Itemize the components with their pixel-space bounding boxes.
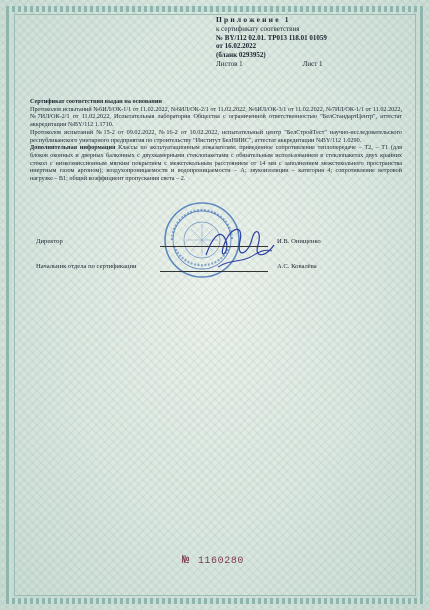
additional-info-text: Классы по эксплуатационным показателям: приведенное сопротивление теплопередаче – Т2, – Т1 (для блоков оконных и дверных балконных с двухкамерными стеклопакетами с обязательным использованием в стеклопакетах двух крайних стекол с низкоэмиссионным мягким покрытием с межстекольным расстоянием от 14 мм с заполнением межстекольного пространства инертным газом аргоном); воздухопроницаемости и водопроницаемости – А; звукоизоляции – категория 4; сопротивление ветровой нагрузке – В1; общий коэффициент пропускания света – 2.: [30, 144, 403, 183]
head-of-certification-name: А.С. Ковалёва: [277, 263, 317, 270]
annex-subtitle: к сертификату соответствия: [216, 24, 300, 33]
head-of-certification-label: Начальник отдела по сертификации: [36, 263, 137, 270]
sheets-row: [216, 60, 416, 69]
annex-title: Приложение 1: [216, 15, 291, 24]
form-number: (бланк 0293952): [216, 51, 266, 60]
director-label: Директор: [36, 238, 63, 245]
serial-value: 1160280: [197, 556, 245, 567]
director-signature-line: [160, 246, 268, 247]
annex-header: [216, 16, 416, 69]
annex-body: [30, 98, 402, 183]
handwritten-signature: [200, 215, 280, 275]
director-name: И.В. Онищенко: [277, 238, 321, 245]
head-signature-line: [160, 271, 268, 272]
sheet-number: Лист 1: [302, 59, 323, 68]
blank-serial-number: [182, 553, 244, 567]
certificate-number: № BY/112 02.01. ТР013 118.01 01059: [216, 33, 327, 42]
protocols-paragraph-1: Протоколов испытаний №6ИЛ/ОК-1/1 от 11.02.2022, №6ИЛ/ОК-2/1 от 11.02.2022, №6ИЛ/ОК-3/1 от 11.02.2022, №7ИЛ/ОК-1/1 от 11.02.2022, №7ИЛ/ОК-2/1 от 11.02.2022, Испытательная лаборатория Общества с ограниченной ответственностью "БелСтандартЦентр", аттестат аккредитации №BY/112 1.1710.: [30, 105, 402, 129]
number-sign: №: [182, 553, 190, 567]
additional-info-label: Дополнительная информация: [30, 144, 116, 152]
certificate-date: от 16.02.2022: [216, 42, 257, 51]
sheets-count: Листов 1: [216, 59, 243, 68]
additional-info-paragraph: [30, 144, 402, 183]
basis-heading: Сертификат соответствия выдан на основании: [30, 98, 162, 105]
protocols-paragraph-2: Протоколов испытаний №15-2 от 09.02.2022, №16-2 от 10.02.2022, испытательный центр "БелСтройТест" научно-исследовательского республиканского унитарного предприятия по строительству "Институт БелНИИС", аттестат аккредитации №BY/112 1.0290.: [30, 128, 402, 144]
